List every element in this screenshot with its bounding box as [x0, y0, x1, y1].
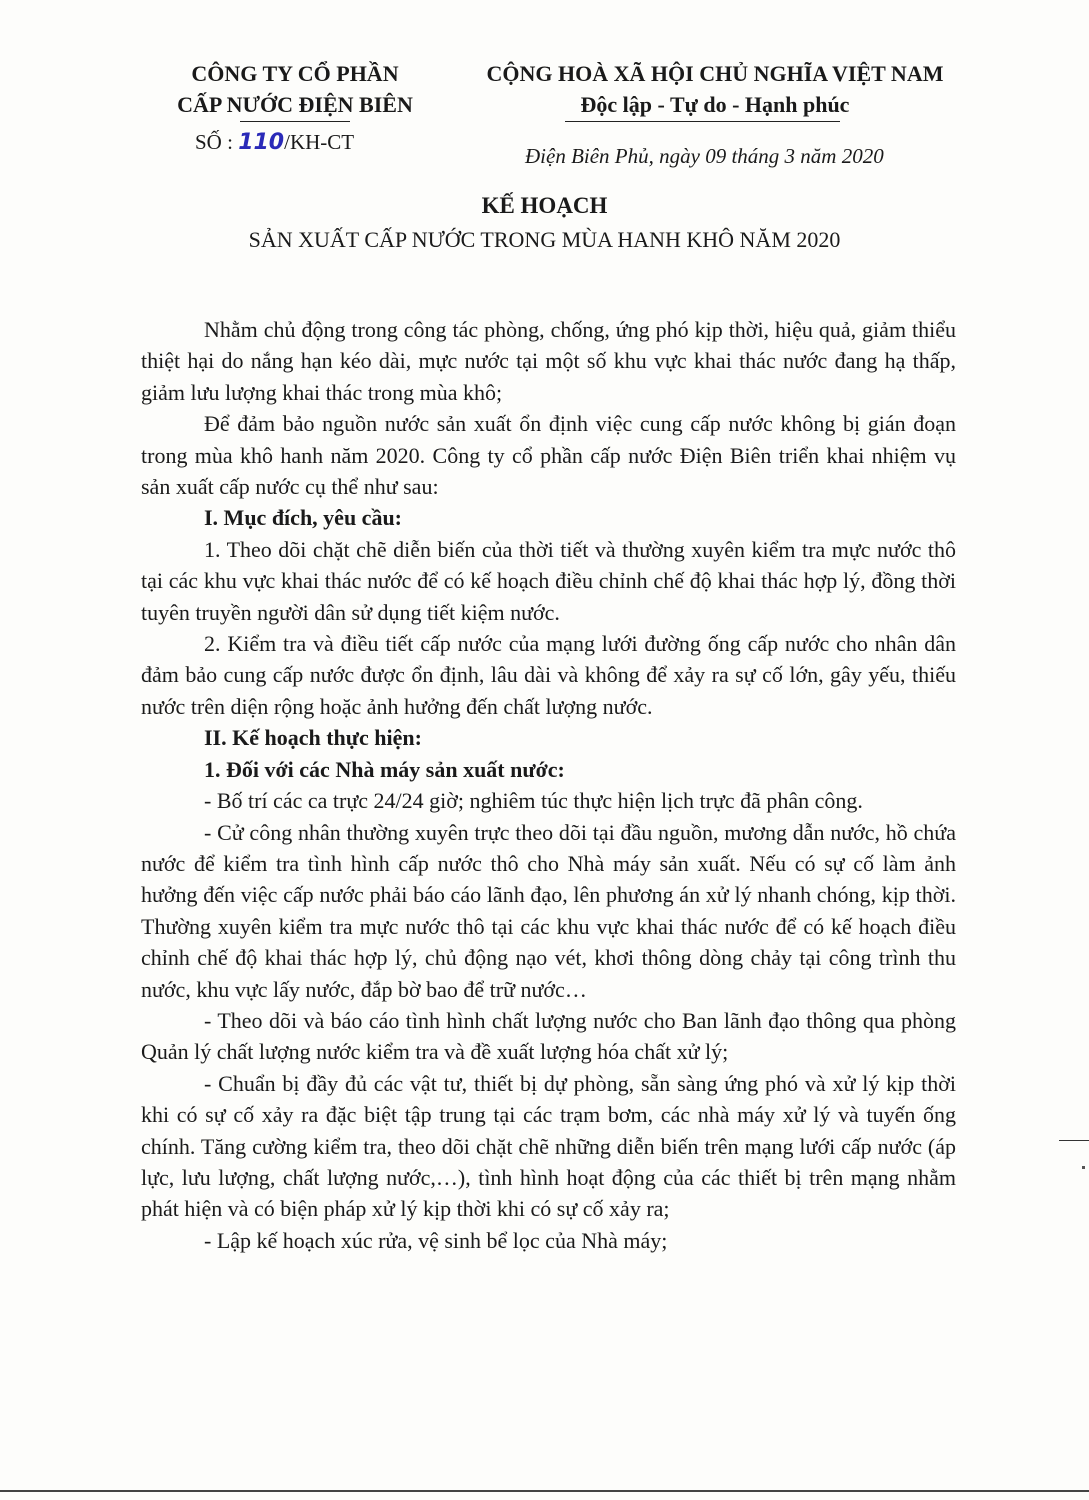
document-number-prefix: SỐ : [195, 130, 239, 154]
paragraph-purpose: Để đảm bảo nguồn nước sản xuất ổn định việc cung cấp nước không bị gián đoạn trong mùa khô hanh năm 2020. Công ty cổ phần cấp nước Điện Biên triển khai nhiệm vụ sản xuất cấp nước cụ thể như sau: [141, 411, 956, 500]
scan-bottom-edge [0, 1490, 1089, 1492]
document-number-suffix: /KH-CT [284, 130, 355, 154]
bullet-item: - Theo dõi và báo cáo tình hình chất lượng nước cho Ban lãnh đạo thông qua phòng Quản lý chất lượng nước kiểm tra và đề xuất lượng hóa chất xử lý; [141, 1007, 956, 1065]
organization-name-line1: CÔNG TY CỔ PHẦN [191, 61, 399, 86]
document-number [195, 130, 354, 155]
document-body [141, 314, 956, 1256]
subsection-heading-1: 1. Đối với các Nhà máy sản xuất nước: [204, 756, 565, 782]
bullet-item: - Bố trí các ca trực 24/24 giờ; nghiêm túc thực hiện lịch trực đã phân công. [204, 788, 863, 814]
bullet-item: - Lập kế hoạch xúc rửa, vệ sinh bể lọc của Nhà máy; [204, 1227, 668, 1253]
handwritten-number: 110 [238, 130, 285, 155]
paragraph-intro: Nhằm chủ động trong công tác phòng, chống, ứng phó kịp thời, hiệu quả, giảm thiểu thiệt hại do nắng hạn kéo dài, mực nước tại một số khu vực khai thác nước đang hạ thấp, giảm lưu lượng khai thác trong mùa khô; [141, 317, 956, 405]
section-heading-1: I. Mục đích, yêu cầu: [204, 505, 402, 531]
bullet-item: - Cử công nhân thường xuyên trực theo dõi tại đầu nguồn, mương dẫn nước, hồ chứa nước để kiểm tra tình hình cấp nước thô cho Nhà máy sản xuất. Nếu có sự cố làm ảnh hưởng đến việc cấp nước phải báo cáo lãnh đạo, lên phương án xử lý nhanh chóng, kịp thời. Thường xuyên kiểm tra mực nước thô tại các khu vực khai thác nước để có kế hoạch điều chỉnh chế độ khai thác hợp lý, chủ động nạo vét, khơi thông dòng chảy tại công trình thu nước, khu vực lấy nước, đắp bờ bao để trữ nước… [141, 819, 956, 1002]
scan-edge-dot [1082, 1166, 1085, 1169]
organization-block [150, 58, 440, 120]
national-motto-block [455, 58, 975, 120]
bullet-item: - Chuẩn bị đầy đủ các vật tư, thiết bị dự phòng, sẵn sàng ứng phó và xử lý kịp thời khi có sự cố xảy ra đặc biệt tập trung tại các trạm bơm, các nhà máy xử lý và tuyến ống chính. Tăng cường kiểm tra, theo dõi chặt chẽ những diễn biến trên mạng lưới cấp nước (áp lực, lưu lượng, chất lượng nước,…), tình hình hoạt động của các thiết bị trên mạng nhằm phát hiện và có biện pháp xử lý kịp thời khi có sự cố xảy ra; [141, 1070, 956, 1222]
document-subtitle: SẢN XUẤT CẤP NƯỚC TRONG MÙA HANH KHÔ NĂM 2020 [248, 227, 841, 252]
organization-name-line2: CẤP NƯỚC ĐIỆN BIÊN [177, 92, 413, 117]
document-title: KẾ HOẠCH [481, 193, 608, 218]
paragraph-item-1: 1. Theo dõi chặt chẽ diễn biến của thời tiết và thường xuyên kiểm tra mực nước thô tại các khu vực khai thác nước để có kế hoạch điều chỉnh chế độ khai thác hợp lý, đồng thời tuyên truyền người dân sử dụng tiết kiệm nước. [141, 536, 956, 625]
paragraph-item-2: 2. Kiểm tra và điều tiết cấp nước của mạng lưới đường ống cấp nước cho nhân dân đảm bảo cung cấp nước được ổn định, lâu dài và không để xảy ra sự cố lớn, gây yếu, thiếu nước trên diện rộng hoặc ảnh hưởng đến chất lượng nước. [141, 631, 956, 719]
document-date: Điện Biên Phủ, ngày 09 tháng 3 năm 2020 [525, 144, 884, 168]
scan-edge-mark [1059, 1140, 1089, 1141]
section-heading-2: II. Kế hoạch thực hiện: [204, 725, 422, 751]
nation-name: CỘNG HOÀ XÃ HỘI CHỦ NGHĨA VIỆT NAM [486, 61, 944, 86]
motto-underline [565, 121, 840, 122]
organization-underline [240, 121, 350, 122]
nation-motto: Độc lập - Tự do - Hạnh phúc [580, 92, 850, 117]
